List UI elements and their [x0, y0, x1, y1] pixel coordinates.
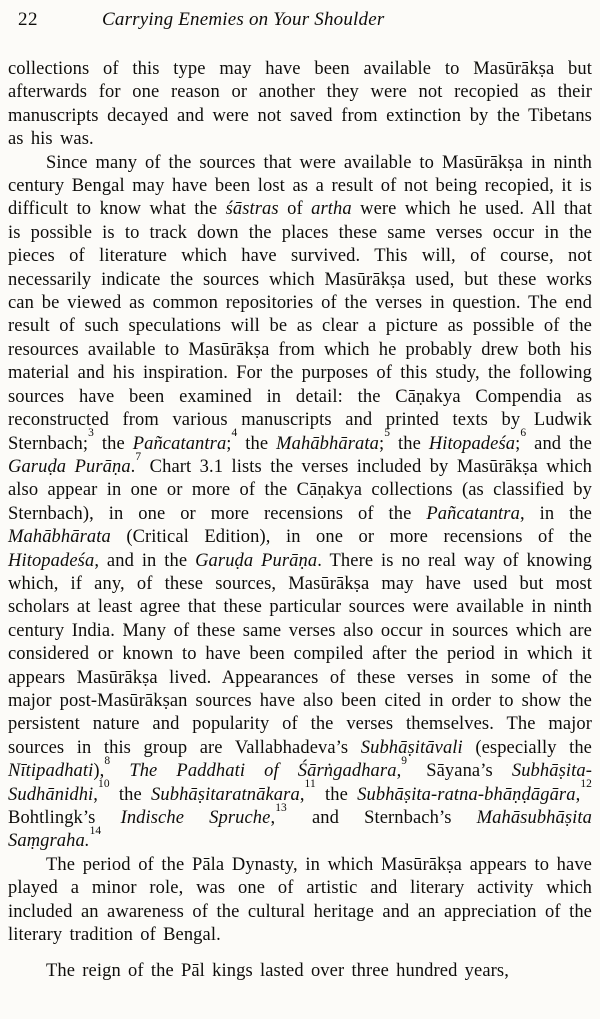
text-run: the	[109, 784, 152, 805]
italic-title: Mahābhārata	[8, 527, 111, 548]
text-run: , and in the	[94, 550, 196, 571]
paragraph	[8, 58, 592, 152]
text-run: .	[130, 456, 136, 477]
text-run: ),	[93, 761, 105, 782]
italic-title: artha	[311, 199, 352, 220]
text-run	[110, 761, 129, 781]
text-run: the	[93, 433, 133, 454]
footnote-ref: 3	[88, 427, 94, 440]
footnote-ref: 6	[520, 427, 527, 440]
footnote-ref: 12	[580, 778, 592, 791]
text-run: Bohtlingk’s	[8, 808, 121, 828]
text-run: ,	[396, 761, 402, 782]
text-run: Since many of the sources that were available to Masūrākṣa in ninth century Bengal may have been lost as a result of not being recopied, it is difficult to know what the	[8, 152, 592, 220]
text-run: The reign of the Pāl kings lasted over three hundred years,	[46, 961, 509, 982]
italic-title: The Paddhati of Śārṅgadhara	[129, 761, 397, 782]
footnote-ref: 10	[98, 778, 110, 791]
text-run: , in the	[519, 503, 592, 524]
footnote-ref: 9	[401, 754, 408, 767]
text-run: The period of the Pāla Dynasty, in which Masūrākṣa appears to have played a minor role, was one of artistic and literary activity which included an awareness of the cultural heritage and an appreciation of the literary tradition of Bengal.	[8, 854, 592, 946]
footnote-ref: 5	[384, 427, 391, 440]
italic-title: Nītipadhati	[8, 761, 94, 782]
text-run: the	[390, 433, 429, 454]
page-number: 22	[18, 9, 38, 30]
footnote-ref: 7	[135, 450, 142, 463]
italic-title: Hitopadeśa	[428, 433, 516, 454]
footnote-ref: 11	[304, 778, 316, 791]
text-run: were which he used. All that is possible is to track down the places these same verses occur in the pieces of literature which have survived. This will, of course, not necessarily indicate the sources which Masūrākṣa used, but these works can be viewed as common repositories of the verses in question. The end result of such speculations will be as clear a picture as possible of the resources available to Masūrākṣa from which he probably drew both his material and his inspiration. For the purposes of this study, the following sources have been examined in detail: the Cāṇakya Compendia as reconstructed from various manuscripts and printed texts by Ludwik Sternbach;	[8, 199, 592, 454]
paragraph	[8, 152, 592, 854]
text-run: Sāyana’s	[407, 761, 512, 782]
italic-title: Subhāṣitāvali	[360, 737, 463, 758]
italic-title: Garuḍa Purāṇa	[195, 550, 318, 571]
italic-title: śāstras	[225, 199, 279, 220]
italic-title: Subhāṣita-Sudhānidhi	[8, 761, 592, 805]
text-run: ,	[270, 808, 276, 828]
text-run: and Sternbach’s	[286, 808, 477, 828]
text-run: ,	[299, 784, 305, 805]
text-run: (especially the	[462, 737, 592, 758]
text-run: of	[278, 199, 312, 220]
italic-title: Pañcatantra	[132, 433, 227, 454]
text-run: collections of this type may have been available to Masūrākṣa but afterwards for one reason or another they were not recopied as their manuscripts decayed and were not saved from extinction by the Tibetans as his was.	[8, 59, 592, 150]
footnote-ref: 14	[89, 825, 102, 838]
text-run: ,	[575, 784, 581, 805]
text-run: ;	[226, 433, 232, 454]
text-run: the	[315, 784, 358, 805]
text-run: the	[237, 433, 277, 454]
page-body	[8, 58, 592, 984]
footnote-ref: 13	[275, 801, 287, 814]
paragraph	[8, 960, 592, 983]
italic-title: Pañcatantra	[426, 503, 520, 524]
running-header	[18, 9, 592, 31]
text-run: (Critical Edition), in one or more recensions of the	[110, 527, 592, 548]
text-run: Chart 3.1 lists the verses included by Masūrākṣa which also appear in one or more of the Cāṇakya collections (as classified by Sternbach), in one or more recensions of the	[8, 456, 592, 524]
text-run: ;	[378, 433, 385, 454]
text-run: ,	[93, 784, 99, 805]
italic-title: Mahābhārata	[276, 433, 379, 454]
text-run: . There is no real way of knowing which, if any, of these sources, Masūrākṣa may have used but most scholars at least agree that these particular sources were available in ninth century India. Many of these same verses also occur in sources which are considered or known to have been compiled after the period in which it appears Masūrākṣa lived. Appearances of these verses in some of the major post-Masūrākṣan sources have also been cited in order to show the persistent nature and popularity of the verses themselves. The major sources in this group are Vallabhadeva’s	[8, 550, 592, 758]
footnote-ref: 8	[104, 754, 111, 767]
italic-title: Garuḍa Purāṇa	[8, 456, 131, 477]
italic-title: Subhāṣita-ratna-bhāṇḍāgāra	[357, 784, 576, 805]
italic-title: Subhāṣitaratnākara	[151, 784, 300, 805]
paragraph	[8, 854, 592, 948]
italic-title: Indische Spruche	[120, 808, 271, 828]
italic-title: Mahāsubhāṣita Saṃgraha.	[8, 808, 592, 852]
text-run: and the	[526, 433, 592, 454]
running-title: Carrying Enemies on Your Shoulder	[102, 9, 385, 30]
footnote-ref: 4	[231, 427, 238, 440]
italic-title: Hitopadeśa	[8, 550, 95, 571]
text-run: ;	[515, 433, 521, 454]
